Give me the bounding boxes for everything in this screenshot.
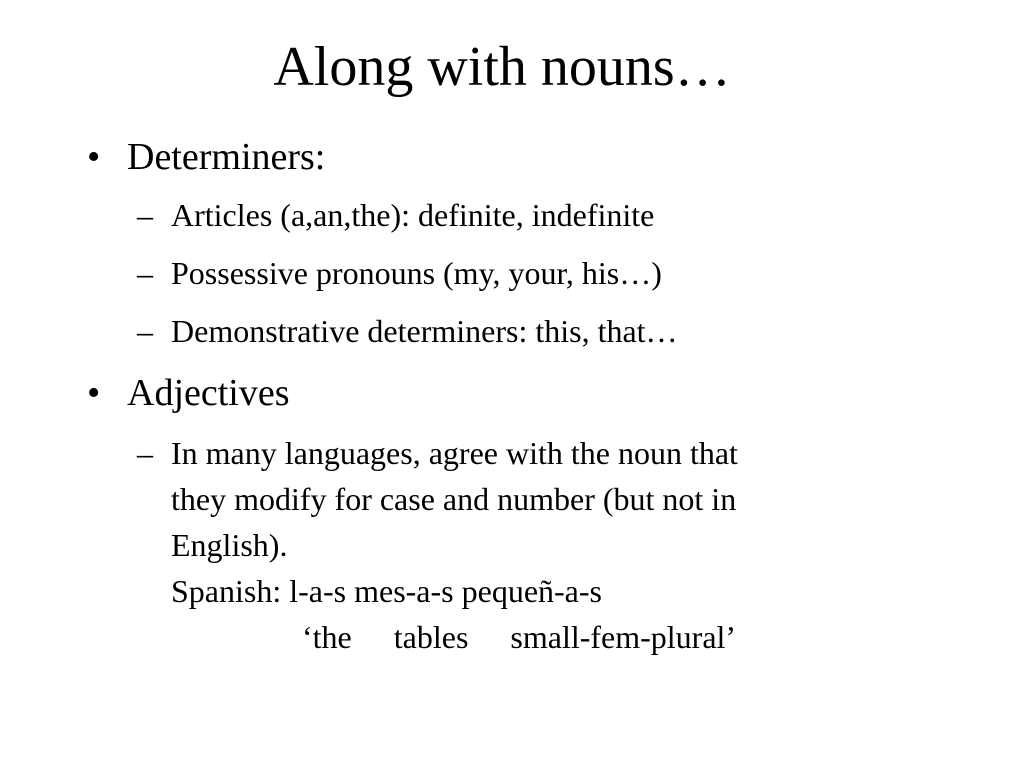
bullet-icon: • [87, 372, 101, 414]
subitem-agreement [137, 430, 738, 476]
slide-title: Along with nouns… [273, 36, 731, 98]
subitem-text-line-3: English). [171, 527, 288, 563]
bullet-text: Adjectives [127, 372, 290, 414]
subitem-text-line-2: they modify for case and number (but not in [171, 481, 737, 517]
subitem-text-line-1: In many languages, agree with the noun that [171, 435, 738, 471]
gloss-the: ‘the [302, 619, 352, 655]
dash-icon: – [137, 435, 153, 471]
bullet-determiners [87, 134, 326, 180]
dash-icon: – [137, 197, 153, 233]
subitem-text: Demonstrative determiners: this, that… [171, 313, 678, 349]
bullet-icon: • [87, 136, 101, 178]
subitem-possessive-pronouns [137, 250, 662, 296]
bullet-adjectives [87, 370, 290, 416]
bullet-text: Determiners: [127, 136, 326, 178]
dash-icon: – [137, 313, 153, 349]
spanish-example: Spanish: l-a-s mes-a-s pequeñ-a-s [171, 573, 602, 609]
gloss-small-fem-plural: small-fem-plural’ [510, 619, 737, 655]
gloss-tables: tables [393, 619, 469, 655]
subitem-demonstrative-determiners [137, 308, 678, 354]
subitem-text: Articles (a,an,the): definite, indefinite [171, 197, 655, 233]
subitem-articles [137, 192, 655, 238]
gloss-line [171, 614, 736, 660]
dash-icon: – [137, 255, 153, 291]
subitem-text: Possessive pronouns (my, your, his…) [171, 255, 662, 291]
